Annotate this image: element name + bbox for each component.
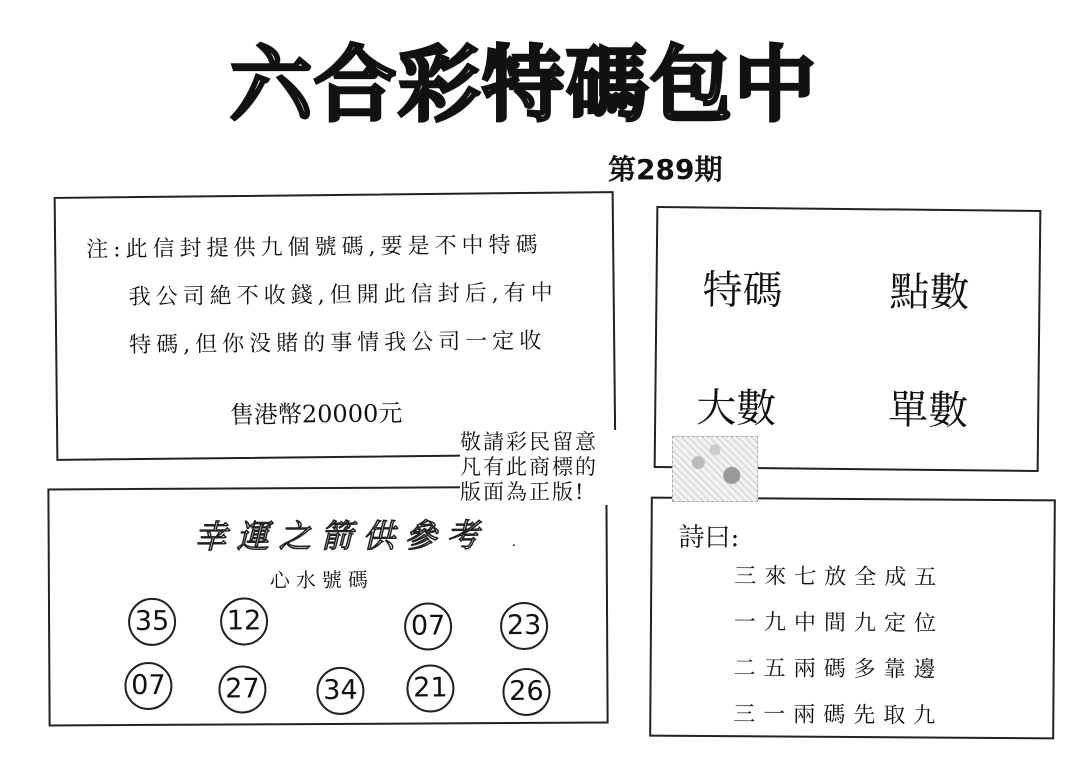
number-ball: 34	[316, 667, 364, 715]
number-ball: 21	[406, 664, 454, 712]
trademark-stamp-icon	[672, 436, 758, 502]
authenticity-line: 凡有此商標的	[460, 455, 598, 479]
page-title: 六合彩特碼包中	[230, 37, 819, 133]
notice-text	[86, 221, 607, 370]
notice-line: 特碼,但你没賭的事情我公司一定收	[129, 328, 547, 359]
option-odd-number: 單數	[888, 387, 969, 435]
option-points: 點數	[889, 269, 970, 317]
poem-title: 詩曰:	[678, 522, 740, 554]
poem-text	[733, 554, 944, 739]
number-ball: 07	[124, 662, 172, 710]
poem-line: 三來七放全成五	[734, 564, 945, 591]
poem-line: 二五兩碼多靠邊	[733, 656, 944, 683]
issue-number: 第289期	[608, 153, 723, 186]
number-ball: 23	[500, 602, 548, 650]
poem-line: 三一兩碼先取九	[733, 702, 944, 729]
lucky-numbers-box	[47, 486, 608, 727]
option-big-number: 大數	[696, 385, 777, 433]
notice-line: 注:此信封提供九個號碼,要是不中特碼	[86, 232, 543, 263]
options-box	[654, 206, 1042, 472]
number-ball: 26	[502, 668, 550, 716]
lucky-subtitle: 心水號碼	[269, 567, 374, 593]
number-ball: 07	[404, 602, 452, 650]
option-special-number: 特碼	[702, 267, 783, 315]
price-label: 售港幣20000元	[229, 399, 403, 430]
number-ball: 35	[128, 598, 176, 646]
authenticity-line: 敬請彩民留意	[460, 430, 598, 454]
authenticity-line: 版面為正版!	[460, 480, 586, 504]
poem-box	[649, 497, 1056, 740]
number-ball: 27	[218, 665, 266, 713]
authenticity-notice	[460, 430, 650, 505]
notice-box	[54, 191, 617, 461]
number-ball: 12	[220, 597, 268, 645]
decorative-dot: ·	[511, 538, 517, 555]
notice-line: 我公司絶不收錢,但開此信封后,有中	[128, 280, 558, 311]
lucky-title: 幸運之箭供參考	[194, 516, 489, 556]
poem-line: 一九中間九定位	[733, 610, 945, 637]
